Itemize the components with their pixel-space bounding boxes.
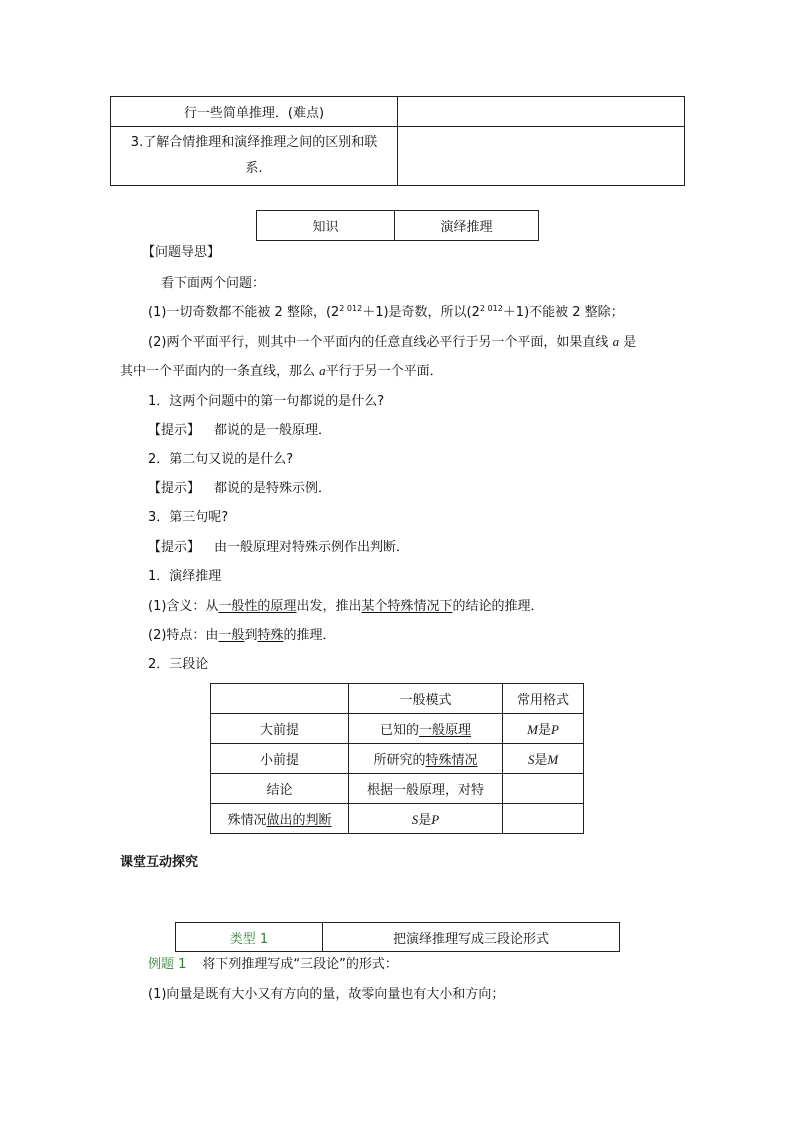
pattern-blank: 一般原理 <box>419 723 472 738</box>
hint-text: 都说的是特殊示例． <box>214 481 332 496</box>
objective-text: 行一些简单推理．(难点) <box>183 106 325 121</box>
format-var: P <box>431 812 440 827</box>
meaning-text: (1)含义：从 <box>148 599 219 614</box>
feature-blank-1: 一般 <box>218 628 245 643</box>
pattern-text: 所研究的 <box>373 753 426 768</box>
table-row <box>211 804 584 834</box>
feature-text: 到 <box>244 628 258 643</box>
question-3: 3．第三句呢? <box>148 510 229 525</box>
pattern-text: 已知的 <box>379 723 419 738</box>
problem-1-text: ＋1)是奇数，所以(2 <box>362 305 480 320</box>
format-var: S <box>411 812 419 827</box>
format-text: 是 <box>418 813 432 828</box>
section-title: 课堂互动探究 <box>120 855 199 870</box>
hint-3 <box>148 540 409 556</box>
deduction-title: 1．演绎推理 <box>148 569 222 584</box>
objective-side-cell <box>398 127 685 186</box>
label-blank: 做出的判断 <box>266 813 332 828</box>
knowledge-header <box>256 210 539 241</box>
format-var: P <box>550 722 559 737</box>
meaning-text: 的结论的推理． <box>452 599 544 614</box>
meaning-blank-2: 某个特殊情况下 <box>361 599 453 614</box>
table-header-pattern: 一般模式 <box>349 684 503 714</box>
hint-tag: 【提示】 <box>148 423 201 438</box>
problem-2-text: 是 <box>623 335 637 350</box>
feature-text: 的推理． <box>283 628 336 643</box>
objective-text: 3.了解合情推理和演绎推理之间的区别和联 <box>130 135 378 150</box>
guide-intro: 看下面两个问题： <box>161 276 266 291</box>
problem-2-text: (2)两个平面平行，则其中一个平面内的任意直线必平行于另一个平面，如果直线 <box>148 335 609 350</box>
problem-2-text: 其中一个平面内的一条直线，那么 <box>120 364 316 379</box>
feature-blank-2: 特殊 <box>257 628 284 643</box>
variable-a: a <box>612 334 620 349</box>
format-text: 是 <box>537 723 551 738</box>
row-pattern: 根据一般原理，对特 <box>349 774 503 804</box>
row-format <box>503 714 584 744</box>
question-2: 2．第二句又说的是什么? <box>148 452 294 467</box>
table-row <box>211 774 584 804</box>
problem-1 <box>148 305 624 321</box>
variable-a: a <box>319 363 326 378</box>
example-item-1: (1)向量是既有大小又有方向的量，故零向量也有大小和方向； <box>148 987 505 1002</box>
problem-2-line-1 <box>148 334 636 351</box>
table-row <box>211 714 584 744</box>
problem-1-text: (1)一切奇数都不能被 2 整除，(2 <box>148 305 340 320</box>
format-var: S <box>527 752 535 767</box>
knowledge-label: 知识 <box>257 211 395 241</box>
meaning-blank-1: 一般性的原理 <box>218 599 297 614</box>
knowledge-title: 演绎推理 <box>395 211 539 241</box>
problem-2-text: 平行于另一个平面． <box>325 364 443 379</box>
objective-cell <box>111 97 398 127</box>
row-format <box>503 804 584 834</box>
hint-tag: 【提示】 <box>148 481 201 496</box>
row-pattern <box>349 744 503 774</box>
objective-cell <box>111 127 398 186</box>
hint-text: 都说的是一般原理． <box>214 423 332 438</box>
format-var: M <box>547 752 559 767</box>
label-text: 殊情况 <box>227 813 267 828</box>
objective-text: 系. <box>245 161 263 176</box>
question-1: 1．这两个问题中的第一句都说的是什么? <box>148 394 385 409</box>
row-label: 结论 <box>211 774 349 804</box>
objective-side-cell <box>398 97 685 127</box>
row-pattern <box>349 714 503 744</box>
pattern-blank: 特殊情况 <box>425 753 478 768</box>
table-header-empty <box>211 684 349 714</box>
example-line <box>148 957 398 973</box>
hint-tag: 【提示】 <box>148 540 201 555</box>
objectives-table <box>110 96 685 186</box>
table-header-format: 常用格式 <box>503 684 584 714</box>
deduction-meaning <box>148 599 543 615</box>
deduction-feature <box>148 628 335 644</box>
hint-2 <box>148 481 331 497</box>
syllogism-table <box>210 683 584 834</box>
problem-1-text: ＋1)不能被 2 整除； <box>502 305 624 320</box>
guide-heading: 【问题导思】 <box>142 245 221 260</box>
feature-text: (2)特点：由 <box>148 628 219 643</box>
hint-1 <box>148 423 331 439</box>
row-label: 大前提 <box>211 714 349 744</box>
example-text: 将下列推理写成“三段论”的形式： <box>202 957 398 972</box>
example-tag: 例题 1 <box>148 957 187 972</box>
exponent: 2 012 <box>339 304 363 313</box>
type-title: 把演绎推理写成三段论形式 <box>323 923 620 952</box>
row-pattern <box>349 804 503 834</box>
problem-2-line-2 <box>120 363 443 380</box>
row-label: 小前提 <box>211 744 349 774</box>
row-label <box>211 804 349 834</box>
format-text: 是 <box>534 753 548 768</box>
hint-text: 由一般原理对特殊示例作出判断． <box>214 540 410 555</box>
table-row <box>211 744 584 774</box>
meaning-text: 出发，推出 <box>296 599 362 614</box>
syllogism-title: 2．三段论 <box>148 657 209 672</box>
type-header <box>175 922 620 952</box>
exponent: 2 012 <box>479 304 503 313</box>
format-var: M <box>527 722 538 737</box>
type-label: 类型 1 <box>176 923 323 952</box>
row-format <box>503 774 584 804</box>
row-format <box>503 744 584 774</box>
